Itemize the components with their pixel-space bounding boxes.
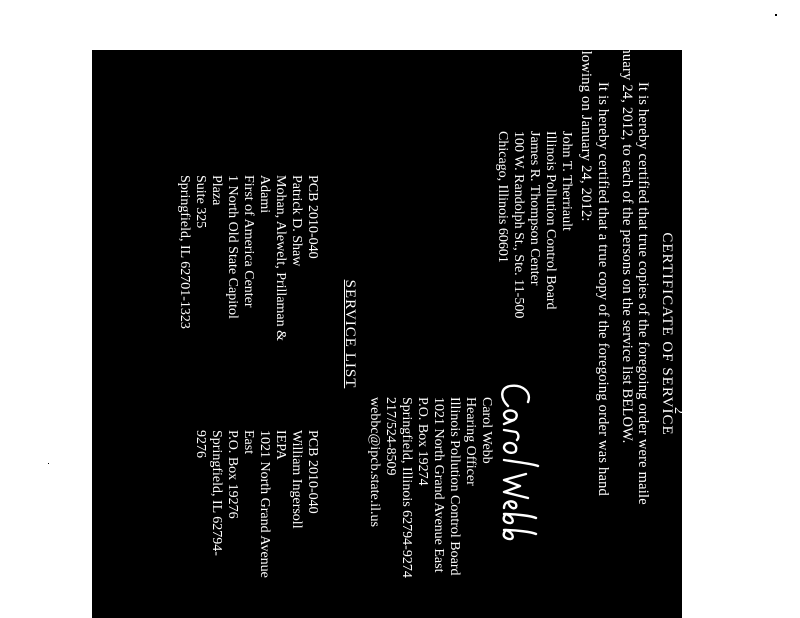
signer-line: Hearing Officer: [463, 397, 478, 486]
paragraph-1-line-1: It is hereby certified that true copies of the foregoing order were maile: [635, 82, 651, 505]
signer-line: P.O. Box 19274: [415, 397, 430, 486]
service-list-line: First of America Center: [241, 175, 256, 308]
service-list-title: SERVICE LIST: [342, 279, 358, 389]
service-list-line: Mohan, Alewelt, Prillaman &: [273, 175, 288, 342]
service-list-line: Adami: [257, 175, 272, 214]
paragraph-2-line-1: It is hereby certified that a true copy of the foregoing order was hand: [595, 82, 611, 497]
paragraph-2-line-2: following on January 24, 2012:: [578, 34, 594, 222]
signer-line: Carol Webb: [479, 397, 494, 464]
signer-line: Illinois Pollution Control Board: [447, 397, 462, 576]
document-body: [92, 34, 686, 618]
service-list-line: Suite 325: [193, 175, 208, 229]
service-list-line: PCB 2010-040: [305, 175, 320, 259]
service-list-line: William Ingersoll: [289, 430, 304, 529]
scan-speck: [775, 14, 777, 16]
address-line: John T. Therriault: [559, 131, 574, 231]
address-line: James R. Thompson Center: [527, 131, 542, 286]
paragraph-1-line-2: January 24, 2012, to each of the persons on the service list BELOW.: [619, 34, 635, 444]
service-list-line: Plaza: [209, 175, 224, 206]
service-list-line: East: [241, 430, 256, 455]
address-line: Illinois Pollution Control Board: [543, 131, 558, 310]
signer-line: 217/524-8509: [383, 397, 398, 476]
address-line: Chicago, Illinois 60601: [495, 131, 510, 263]
service-list-line: 1 North Old State Capitol: [225, 175, 240, 319]
scanned-page: [92, 34, 686, 618]
signer-line: Springfield, Illinois 62794-9274: [399, 397, 414, 578]
service-list-line: P.O. Box 19276: [225, 430, 240, 519]
address-line: 100 W. Randolph St., Ste. 11-500: [511, 131, 526, 319]
service-list-line: Springfield, IL 62701-1323: [177, 175, 192, 329]
service-list-line: PCB 2010-040: [305, 430, 320, 514]
handwritten-signature: [486, 380, 546, 545]
signer-email: webbc@ipcb.state.il.us: [367, 397, 382, 527]
service-list-line: 9276: [193, 430, 208, 458]
service-list-line: IEPA: [273, 430, 288, 460]
service-list-line: 1021 North Grand Avenue: [257, 430, 272, 578]
scan-speck: [48, 463, 49, 464]
service-list-line: Springfield, IL 62794-: [209, 430, 224, 556]
certificate-title: CERTIFICATE OF SERVICE: [659, 232, 675, 436]
service-list-line: Patrick D. Shaw: [289, 175, 304, 267]
signer-line: 1021 North Grand Avenue East: [431, 397, 446, 573]
page-number: 2: [671, 407, 686, 414]
